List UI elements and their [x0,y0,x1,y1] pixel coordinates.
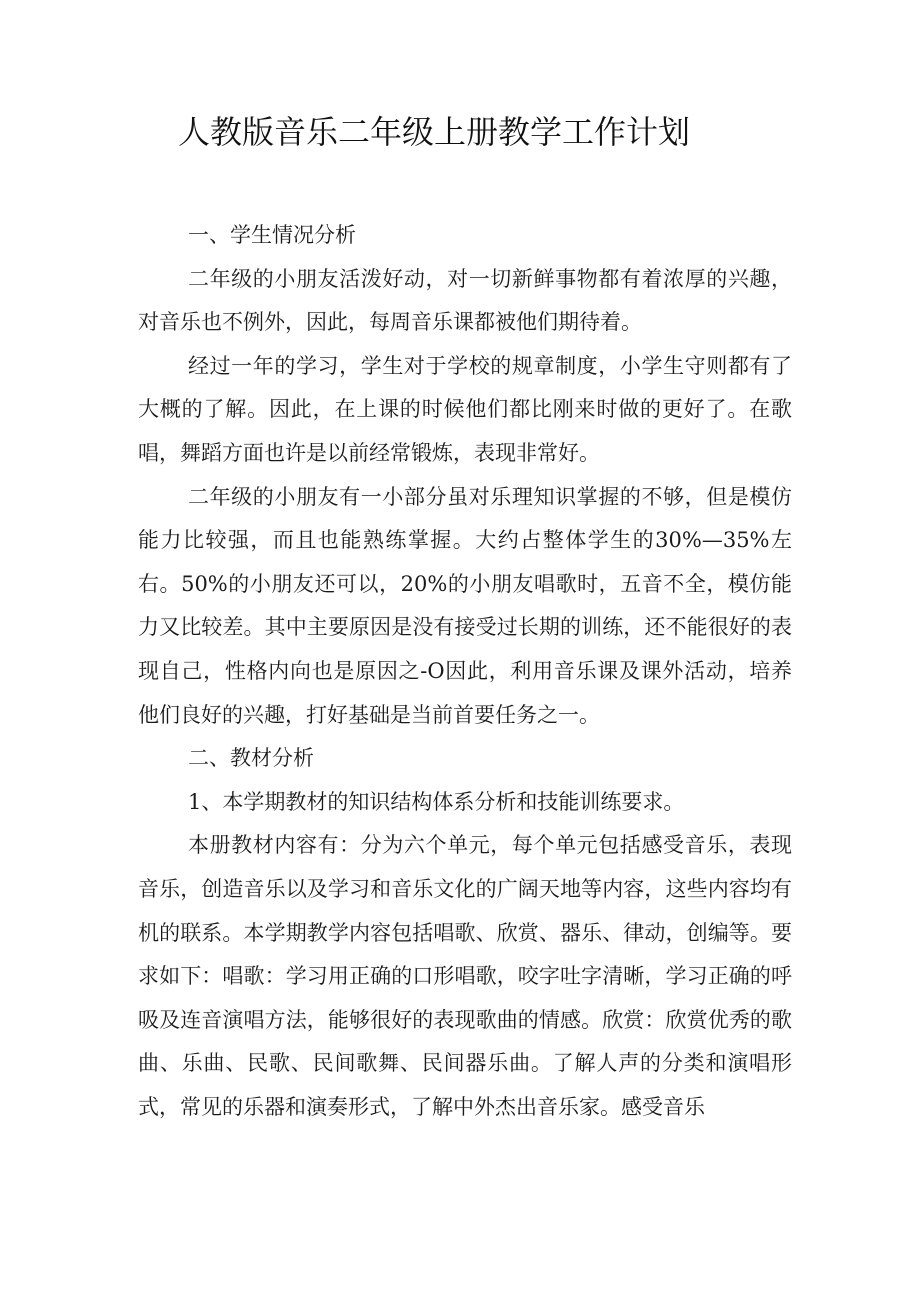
paragraph: 经过一年的学习，学生对于学校的规章制度，小学生守则都有了大概的了解。因此，在上课的时候他们都比刚来时做的更好了。在歌唱，舞蹈方面也许是以前经常锻炼，表现非常好。 [138,353,792,465]
section-heading-textbook-analysis: 二、教材分析 [188,746,314,771]
document-title: 人教版音乐二年级上册教学工作计划 [177,113,690,151]
paragraph: 二年级的小朋友活泼好动，对一切新鲜事物都有着浓厚的兴趣，对音乐也不例外，因此，每周音乐课都被他们期待着。 [138,266,792,335]
paragraph: 本册教材内容有：分为六个单元，每个单元包括感受音乐，表现音乐，创造音乐以及学习和音乐文化的广阔天地等内容，这些内容均有机的联系。本学期教学内容包括唱歌、欣赏、器乐、律动，创编等。要求如下：唱歌：学习用正确的口形唱歌，咬字吐字清晰，学习正确的呼吸及连音演唱方法，能够很好的表现歌曲的情感。欣赏：欣赏优秀的歌曲、乐曲、民歌、民间歌舞、民间器乐曲。了解人声的分类和演唱形式，常见的乐器和演奏形式，了解中外杰出音乐家。感受音乐 [138,833,792,1119]
section-heading-student-analysis: 一、学生情况分析 [188,223,356,247]
document-body [138,214,792,1129]
subsection-heading: 1、本学期教材的知识结构体系分析和技能训练要求。 [188,789,685,814]
paragraph: 二年级的小朋友有一小部分虽对乐理知识掌握的不够，但是模仿能力比较强，而且也能熟练掌握。大约占整体学生的30%—35%左右。50%的小朋友还可以，20%的小朋友唱歌时，五音不全，模仿能力又比较差。其中主要原因是没有接受过长期的训练，还不能很好的表现自己，性格内向也是原因之-O因此，利用音乐课及课外活动，培养他们良好的兴趣，打好基础是当前首要任务之一。 [138,484,792,727]
